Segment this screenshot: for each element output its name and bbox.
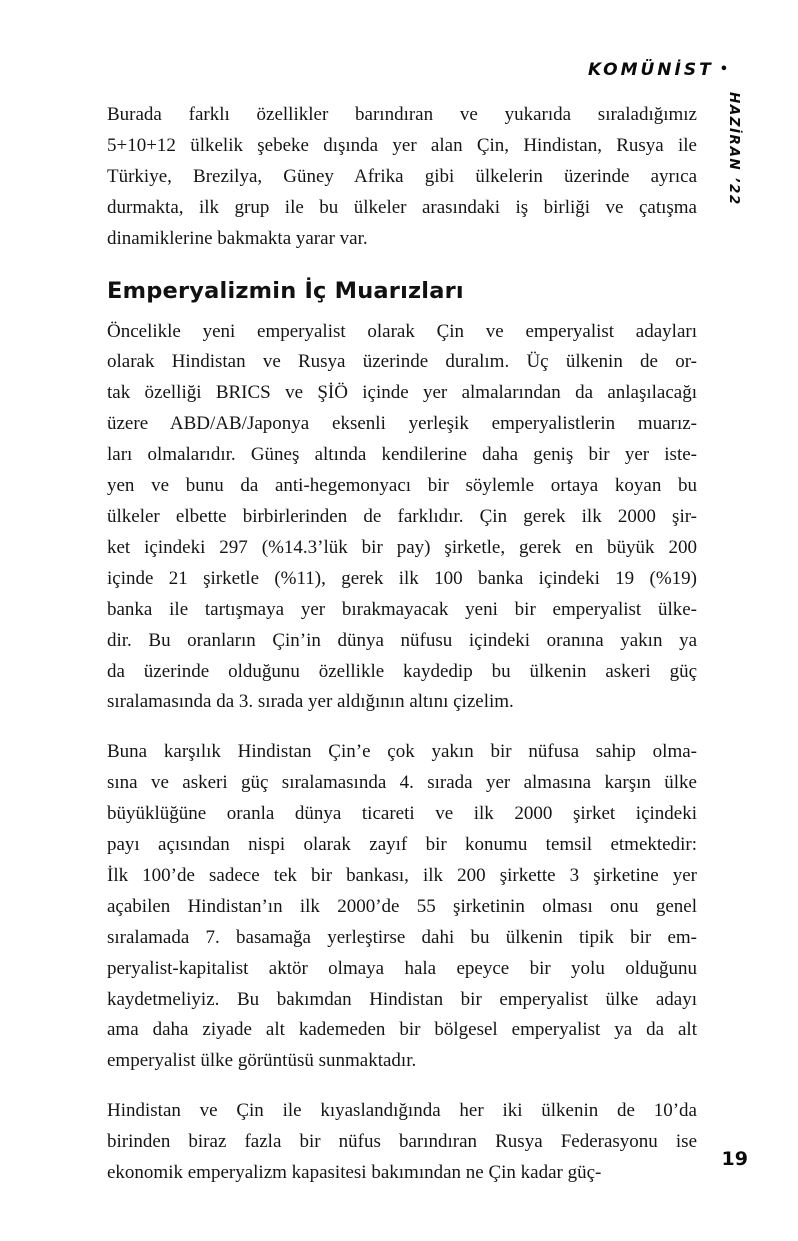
text-line: açabilen Hindistan’ın ilk 2000’de 55 şirketinin olması onu genel xyxy=(107,895,697,917)
text-line: Türkiye, Brezilya, Güney Afrika gibi ülkelerin üzerinde ayrıca xyxy=(107,165,697,187)
text-line: emperyalist ülke görüntüsü sunmaktadır. xyxy=(107,1050,417,1072)
text-line: içinde 21 şirketle (%11), gerek ilk 100 banka içindeki 19 (%19) xyxy=(107,567,697,589)
text-line: olarak Hindistan ve Rusya üzerinde duralım. Üç ülkenin de or- xyxy=(107,351,697,373)
section-heading: Emperyalizmin İç Muarızları xyxy=(107,277,464,304)
text-line: büyüklüğüne oranla dünya ticareti ve ilk 2000 şirket içindeki xyxy=(107,803,697,825)
text-line: ket içindeki 297 (%14.3’lük bir pay) şirketle, gerek en büyük 200 xyxy=(107,536,697,558)
text-line: Öncelikle yeni emperyalist olarak Çin ve emperyalist adayları xyxy=(107,320,697,342)
issue-label: HAZİRAN ’22 xyxy=(726,92,742,206)
text-line: Buna karşılık Hindistan Çin’e çok yakın bir nüfusa sahip olma- xyxy=(107,741,697,763)
text-line: sına ve askeri güç sıralamasında 4. sırada yer almasına karşın ülke xyxy=(107,772,697,794)
page-number: 19 xyxy=(721,1148,748,1170)
text-line: Burada farklı özellikler barındıran ve yukarıda sıraladığımız xyxy=(107,104,697,125)
text-line: yen ve bunu da anti-hegemonyacı bir söylemle ortaya koyan bu xyxy=(107,475,697,497)
paragraph xyxy=(107,1096,697,1189)
text-line: peryalist-kapitalist aktör olmaya hala epeyce bir yolu olduğunu xyxy=(107,957,697,979)
text-line: ekonomik emperyalizm kapasitesi bakımından ne Çin kadar güç- xyxy=(107,1162,602,1184)
text-line: birinden biraz fazla bir nüfus barındıran Rusya Federasyonu ise xyxy=(107,1131,697,1153)
paragraph xyxy=(107,737,697,1077)
text-line: sıralamasında da 3. sırada yer aldığının altını çizelim. xyxy=(107,691,514,713)
article-body xyxy=(107,100,697,1208)
magazine-masthead xyxy=(588,60,728,80)
text-line: üzere ABD/AB/Japonya eksenli yerleşik emperyalistlerin muarız- xyxy=(107,413,697,435)
text-line: 5+10+12 ülkelik şebeke dışında yer alan Çin, Hindistan, Rusya ile xyxy=(107,134,697,156)
bullet-icon: • xyxy=(719,62,728,77)
text-line: sıralamada 7. basamağa yerleştirse dahi bu ülkenin tipik bir em- xyxy=(107,926,697,948)
text-line: Hindistan ve Çin ile kıyaslandığında her iki ülkenin de 10’da xyxy=(107,1100,697,1122)
text-line: ülkeler elbette birbirlerinden de farklıdır. Çin gerek ilk 2000 şir- xyxy=(107,505,697,527)
text-line: dir. Bu oranların Çin’in dünya nüfusu içindeki oranına yakın ya xyxy=(107,629,697,651)
text-line: İlk 100’de sadece tek bir bankası, ilk 200 şirkette 3 şirketine yer xyxy=(107,864,697,886)
text-line: durmakta, ilk grup ile bu ülkeler arasındaki iş birliği ve çatışma xyxy=(107,196,697,218)
magazine-title: KOMÜNİST xyxy=(588,60,714,80)
text-line: banka ile tartışmaya yer bırakmayacak yeni bir emperyalist ülke- xyxy=(107,598,697,620)
paragraph xyxy=(107,100,697,255)
text-line: ama daha ziyade alt kademeden bir bölgesel emperyalist ya da alt xyxy=(107,1019,697,1041)
paragraph xyxy=(107,317,697,719)
text-line: da üzerinde olduğunu özellikle kaydedip bu ülkenin askeri güç xyxy=(107,660,697,682)
text-line: tak özelliği BRICS ve ŞİÖ içinde yer almalarından da anlaşılacağı xyxy=(107,382,697,404)
text-line: payı açısından nispi olarak zayıf bir konumu temsil etmektedir: xyxy=(107,834,697,856)
text-line: kaydetmeliyiz. Bu bakımdan Hindistan bir emperyalist ülke adayı xyxy=(107,988,697,1010)
text-line: dinamiklerine bakmakta yarar var. xyxy=(107,227,368,249)
text-line: ları olmalarıdır. Güneş altında kendilerine daha geniş bir yer iste- xyxy=(107,444,697,466)
